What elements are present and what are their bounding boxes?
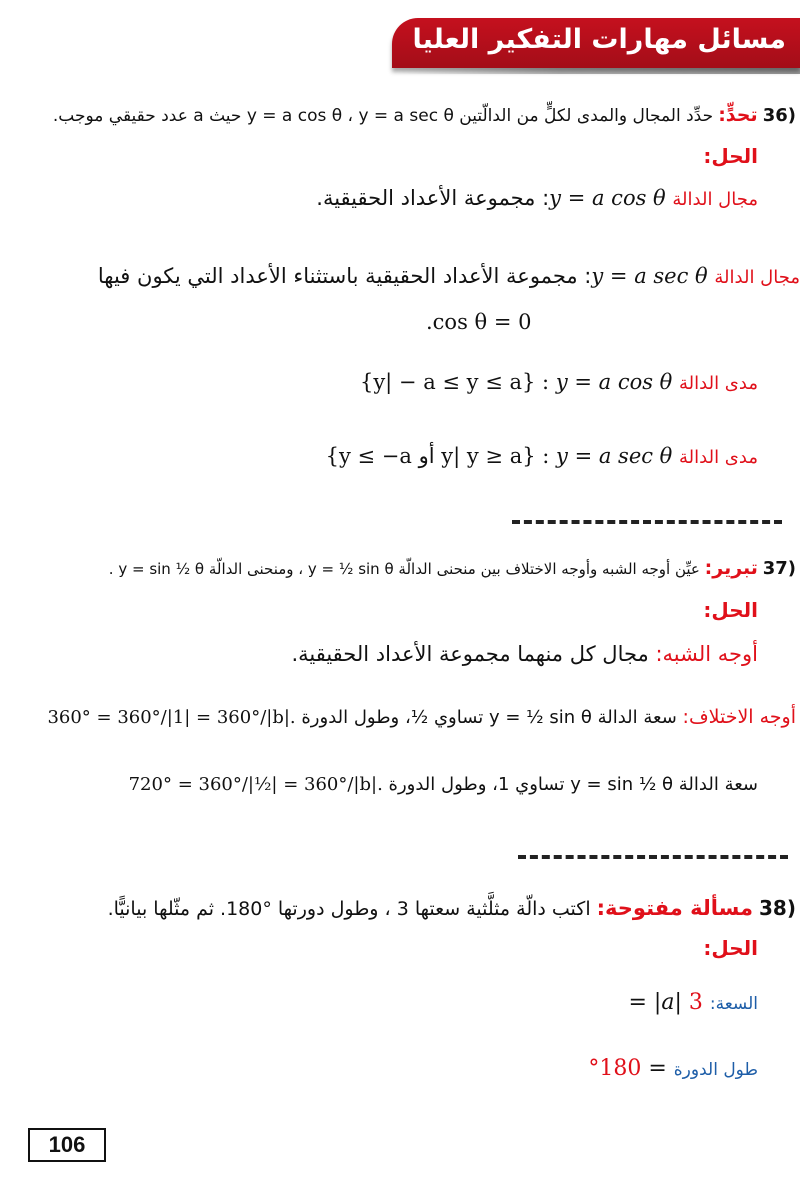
q38-amplitude: [629, 990, 759, 1015]
q38-period: [588, 1056, 758, 1081]
period-value: 180°: [588, 1056, 642, 1081]
q38-number: (38: [759, 896, 796, 920]
q36-solution-label: الحل:: [703, 144, 758, 168]
difference-2-text: سعة الدالة y = sin ½ θ تساوي 1، وطول الدورة: [388, 774, 758, 795]
range-sec-equation: y = a sec θ: [556, 444, 673, 468]
difference-label: أوجه الاختلاف:: [682, 706, 796, 728]
q37-text: عيِّن أوجه الشبه وأوجه الاختلاف بين منحنى الدالّة y = ½ sin θ ، ومنحنى الدالّة y = sin ½ θ .: [108, 560, 700, 578]
q37-difference-1: [47, 706, 796, 728]
domain-sec-condition: .cos θ = 0: [426, 310, 532, 334]
q37-tag: تبرير:: [704, 557, 758, 579]
domain-sec-equation: y = a sec θ: [591, 264, 708, 288]
difference-2-equation: 720° = 360°/|½| = 360°/|b|.: [128, 774, 383, 795]
q36-range-cos: [360, 370, 758, 394]
amplitude-label: السعة:: [709, 994, 758, 1014]
range-sec-label: مدى الدالة: [679, 447, 758, 468]
q37-number: (37: [762, 558, 796, 579]
period-equation: =: [648, 1056, 667, 1081]
q37-solution-label: الحل:: [703, 598, 758, 622]
q38-prompt: [108, 896, 796, 920]
q36-tag: تحدٍّ:: [718, 104, 758, 126]
q36-number: (36: [762, 105, 796, 126]
period-label: طول الدورة: [673, 1060, 758, 1080]
difference-1-text: سعة الدالة y = ½ sin θ تساوي ½، وطول الدورة: [301, 707, 677, 728]
q36-domain-cos: [316, 186, 758, 210]
q36-domain-sec: [98, 264, 800, 288]
range-sec-set: : {y| y ≥ a أو y ≤ −a}: [325, 444, 550, 468]
domain-sec-text: : مجموعة الأعداد الحقيقية باستثناء الأعداد التي يكون فيها: [97, 264, 592, 288]
q38-text: اكتب دالّة مثلَّثية سعتها 3 ، وطول دورتها °180. ثم مثّلها بيانيًّا.: [107, 898, 591, 920]
section-divider: [512, 520, 782, 524]
q36-range-sec: [326, 444, 758, 468]
range-cos-equation: y = a cos θ: [555, 370, 673, 394]
domain-sec-label: مجال الدالة: [714, 267, 800, 288]
section-title: مسائل مهارات التفكير العليا: [412, 24, 786, 55]
domain-cos-label: مجال الدالة: [672, 189, 758, 210]
amplitude-equation: = |a|: [628, 990, 682, 1015]
domain-cos-text: : مجموعة الأعداد الحقيقية.: [316, 186, 550, 210]
q37-similarity: [291, 642, 758, 666]
range-cos-set: : {y| − a ≤ y ≤ a}: [359, 370, 550, 394]
section-divider: [518, 855, 788, 859]
range-cos-label: مدى الدالة: [679, 373, 758, 394]
q38-tag: مسألة مفتوحة:: [596, 896, 753, 920]
amplitude-value: 3: [688, 990, 703, 1015]
q37-prompt: [109, 557, 796, 579]
difference-1-equation: 360° = 360°/|1| = 360°/|b|.: [47, 707, 296, 728]
q36-prompt: [53, 104, 796, 126]
domain-cos-equation: y = a cos θ: [549, 186, 666, 210]
page-number: 106: [28, 1128, 106, 1162]
q36-text: حدِّد المجال والمدى لكلٍّ من الدالّتين y = a cos θ ، y = a sec θ حيث a عدد حقيقي موجب.: [52, 106, 714, 126]
similarity-label: أوجه الشبه:: [655, 642, 758, 666]
similarity-text: مجال كل منهما مجموعة الأعداد الحقيقية.: [291, 642, 649, 666]
q37-difference-2: [129, 774, 758, 795]
q38-solution-label: الحل:: [703, 936, 758, 960]
